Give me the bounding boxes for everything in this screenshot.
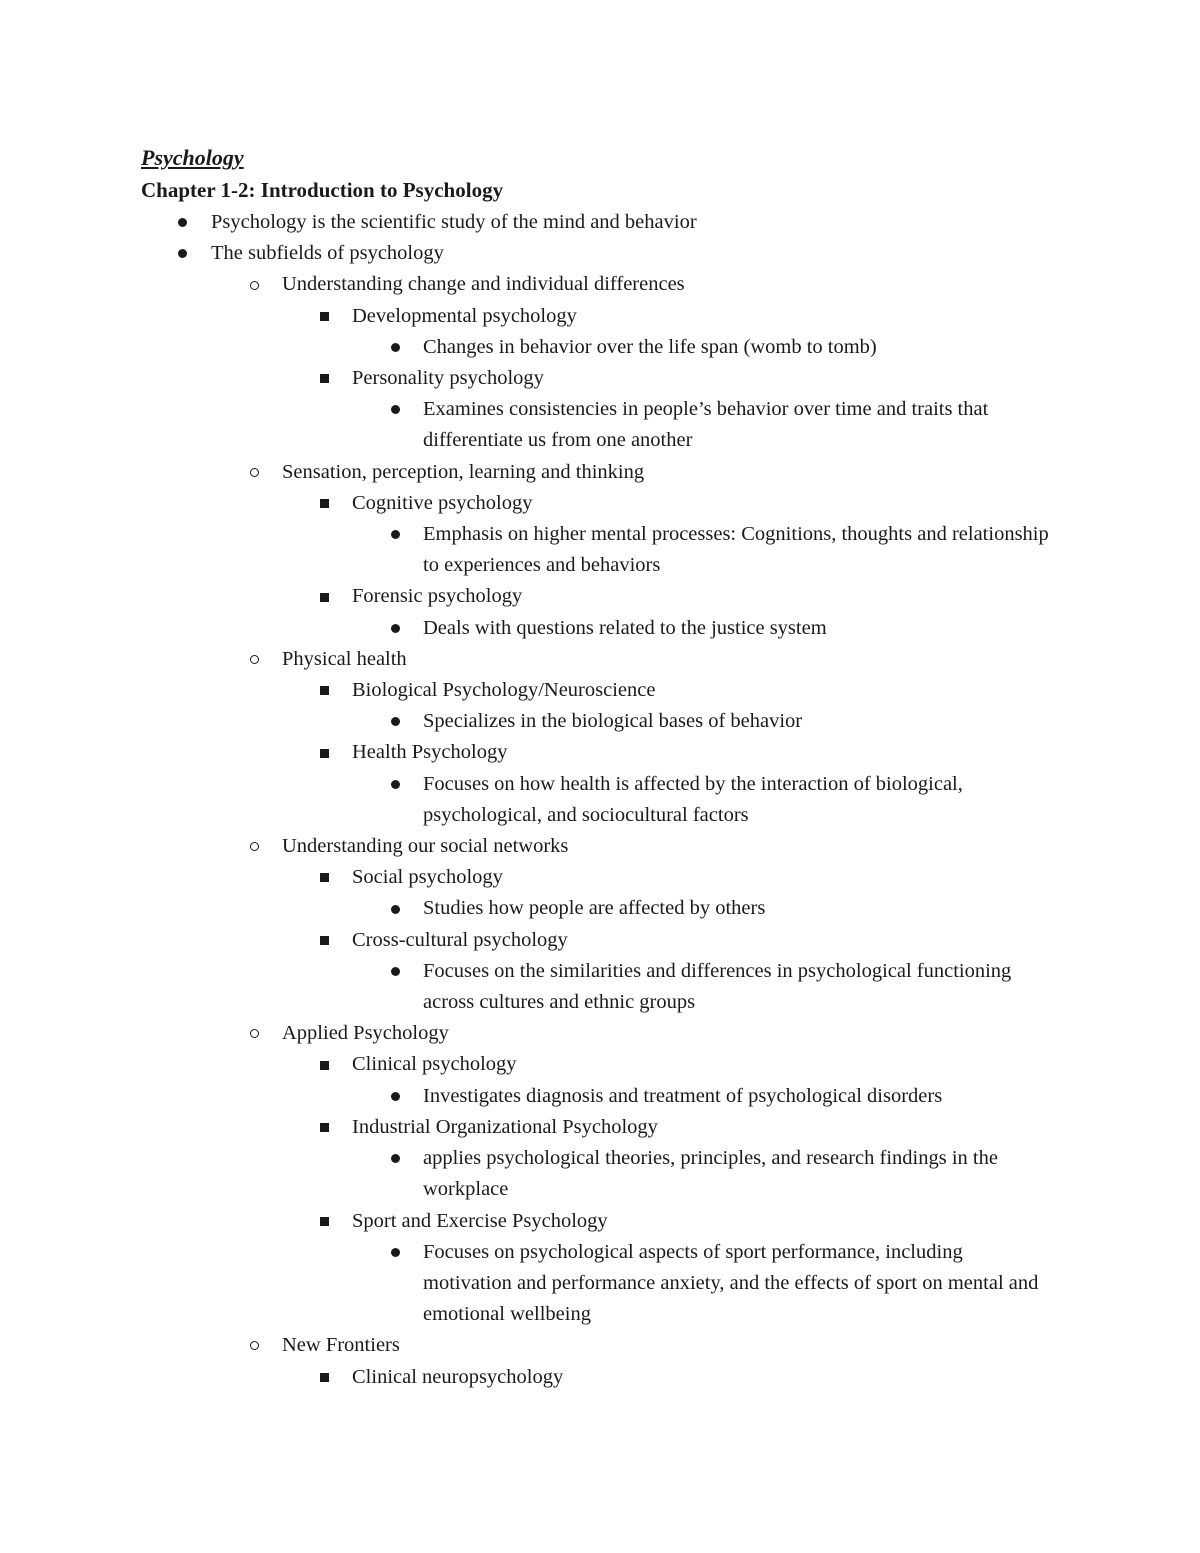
bullet-square-icon <box>320 312 329 321</box>
bullet-marker <box>391 519 423 550</box>
outline-item-level-3 <box>0 581 1200 612</box>
bullet-marker <box>320 1206 352 1237</box>
bullet-square-icon <box>320 1123 329 1132</box>
outline-item-text: Industrial Organizational Psychology <box>352 1115 658 1138</box>
outline-item-text: Sensation, perception, learning and thinking <box>282 460 645 483</box>
outline-item-text: Cognitive psychology <box>352 491 533 514</box>
outline-item-level-2 <box>0 1330 1200 1361</box>
outline-item-level-4 <box>0 893 1200 924</box>
outline-item-level-3 <box>0 675 1200 706</box>
outline-item-text: applies psychological theories, principles, and research findings in the workplace <box>423 1147 998 1201</box>
bullet-marker <box>391 1143 423 1174</box>
bullet-marker <box>250 1330 282 1361</box>
outline-item-level-2 <box>0 1018 1200 1049</box>
bullet-marker <box>391 1081 423 1112</box>
outline-item-text: Changes in behavior over the life span (womb to tomb) <box>423 335 877 358</box>
outline-item-level-3 <box>0 301 1200 332</box>
outline-item-text: Sport and Exercise Psychology <box>352 1209 608 1232</box>
outline-item-level-3 <box>0 1362 1200 1393</box>
bullet-marker <box>320 1362 352 1393</box>
chapter-heading: Chapter 1-2: Introduction to Psychology <box>141 178 504 202</box>
outline-item-text: Forensic psychology <box>352 585 523 608</box>
bullet-square-icon <box>320 499 329 508</box>
outline-item-text: Biological Psychology/Neuroscience <box>352 679 656 702</box>
bullet-marker <box>391 394 423 425</box>
bullet-square-icon <box>320 686 329 695</box>
outline-item-text: Focuses on psychological aspects of sport performance, including motivation and performance anxiety, and the effects of sport on mental and emotional wellbeing <box>423 1240 1039 1326</box>
outline-item-level-2 <box>0 269 1200 300</box>
bullet-marker <box>178 238 211 269</box>
bullet-circle-icon <box>250 281 259 290</box>
outline-item-text: Clinical neuropsychology <box>352 1365 564 1388</box>
bullet-marker <box>391 706 423 737</box>
outline-item-text: Understanding our social networks <box>282 835 569 858</box>
outline-item-text: Investigates diagnosis and treatment of psychological disorders <box>423 1084 943 1107</box>
bullet-square-icon <box>320 374 329 383</box>
outline-item-level-1 <box>0 238 1200 269</box>
outline-item-text: New Frontiers <box>282 1334 400 1357</box>
outline-item-level-1 <box>0 207 1200 238</box>
bullet-square-icon <box>320 1373 329 1382</box>
outline-item-level-4 <box>0 1237 1200 1331</box>
outline-item-level-3 <box>0 1049 1200 1080</box>
bullet-marker <box>320 1112 352 1143</box>
outline-item-text: Applied Psychology <box>282 1022 449 1045</box>
bullet-marker <box>250 1018 282 1049</box>
bullet-dot-icon <box>391 1154 400 1163</box>
outline-item-level-4 <box>0 394 1200 456</box>
bullet-marker <box>250 269 282 300</box>
bullet-marker <box>250 831 282 862</box>
bullet-marker <box>320 581 352 612</box>
bullet-circle-icon <box>250 842 259 851</box>
bullet-dot-icon <box>391 717 400 726</box>
bullet-marker <box>320 737 352 768</box>
bullet-marker <box>320 675 352 706</box>
bullet-marker <box>391 1237 423 1268</box>
outline-item-level-4 <box>0 613 1200 644</box>
outline-item-level-4 <box>0 1143 1200 1205</box>
bullet-dot-icon <box>391 343 400 352</box>
outline-item-text: Specializes in the biological bases of behavior <box>423 710 803 733</box>
bullet-square-icon <box>320 749 329 758</box>
bullet-dot-icon <box>178 249 187 258</box>
bullet-marker <box>320 488 352 519</box>
outline-item-level-4 <box>0 332 1200 363</box>
outline-item-level-3 <box>0 1112 1200 1143</box>
bullet-dot-icon <box>391 405 400 414</box>
outline-item-text: Developmental psychology <box>352 304 577 327</box>
outline-item-text: Cross-cultural psychology <box>352 928 568 951</box>
outline-item-level-4 <box>0 769 1200 831</box>
bullet-circle-icon <box>250 1029 259 1038</box>
outline-item-text: Focuses on how health is affected by the interaction of biological, psychological, and sociocultural factors <box>423 772 963 826</box>
outline-item-text: Emphasis on higher mental processes: Cognitions, thoughts and relationship to experiences and behaviors <box>423 523 1049 577</box>
outline-item-text: The subfields of psychology <box>211 242 444 265</box>
outline-item-level-3 <box>0 925 1200 956</box>
bullet-circle-icon <box>250 468 259 477</box>
bullet-square-icon <box>320 593 329 602</box>
bullet-dot-icon <box>391 905 400 914</box>
bullet-dot-icon <box>391 624 400 633</box>
bullet-marker <box>391 956 423 987</box>
outline-item-text: Physical health <box>282 647 407 670</box>
outline-item-text: Health Psychology <box>352 741 508 764</box>
outline-item-level-4 <box>0 1081 1200 1112</box>
document-title: Psychology <box>141 145 244 170</box>
outline-item-level-4 <box>0 956 1200 1018</box>
bullet-marker <box>250 457 282 488</box>
bullet-marker <box>320 301 352 332</box>
bullet-marker <box>391 893 423 924</box>
bullet-marker <box>391 769 423 800</box>
outline-item-text: Psychology is the scientific study of the mind and behavior <box>211 211 697 233</box>
bullet-dot-icon <box>391 1092 400 1101</box>
bullet-marker <box>320 1049 352 1080</box>
bullet-square-icon <box>320 936 329 945</box>
bullet-square-icon <box>320 1217 329 1226</box>
bullet-marker <box>178 207 211 238</box>
bullet-marker <box>391 332 423 363</box>
bullet-dot-icon <box>391 967 400 976</box>
outline-item-text: Examines consistencies in people’s behavior over time and traits that differentiate us from one another <box>423 398 989 452</box>
outline-item-level-3 <box>0 1206 1200 1237</box>
bullet-marker <box>391 613 423 644</box>
outline-item-text: Personality psychology <box>352 367 544 390</box>
bullet-circle-icon <box>250 1341 259 1350</box>
bullet-square-icon <box>320 1061 329 1070</box>
outline-item-level-2 <box>0 644 1200 675</box>
bullet-dot-icon <box>178 218 187 227</box>
outline-item-level-2 <box>0 831 1200 862</box>
outline-item-level-3 <box>0 488 1200 519</box>
bullet-square-icon <box>320 873 329 882</box>
outline-item-level-2 <box>0 457 1200 488</box>
outline-item-text: Understanding change and individual differences <box>282 273 685 296</box>
outline-item-text: Focuses on the similarities and differences in psychological functioning across cultures and ethnic groups <box>423 959 1012 1014</box>
outline-item-level-3 <box>0 862 1200 893</box>
outline-item-text: Clinical psychology <box>352 1053 517 1076</box>
outline-item-level-3 <box>0 737 1200 768</box>
bullet-dot-icon <box>391 1248 400 1257</box>
bullet-circle-icon <box>250 655 259 664</box>
outline-item-level-4 <box>0 519 1200 581</box>
bullet-marker <box>320 925 352 956</box>
bullet-dot-icon <box>391 530 400 539</box>
outline-item-text: Studies how people are affected by others <box>423 897 766 920</box>
bullet-marker <box>250 644 282 675</box>
outline-list <box>0 207 1200 1393</box>
outline-item-text: Social psychology <box>352 866 503 889</box>
bullet-marker <box>320 862 352 893</box>
outline-item-level-3 <box>0 363 1200 394</box>
bullet-dot-icon <box>391 780 400 789</box>
bullet-marker <box>320 363 352 394</box>
outline-item-level-4 <box>0 706 1200 737</box>
outline-item-text: Deals with questions related to the justice system <box>423 616 827 639</box>
